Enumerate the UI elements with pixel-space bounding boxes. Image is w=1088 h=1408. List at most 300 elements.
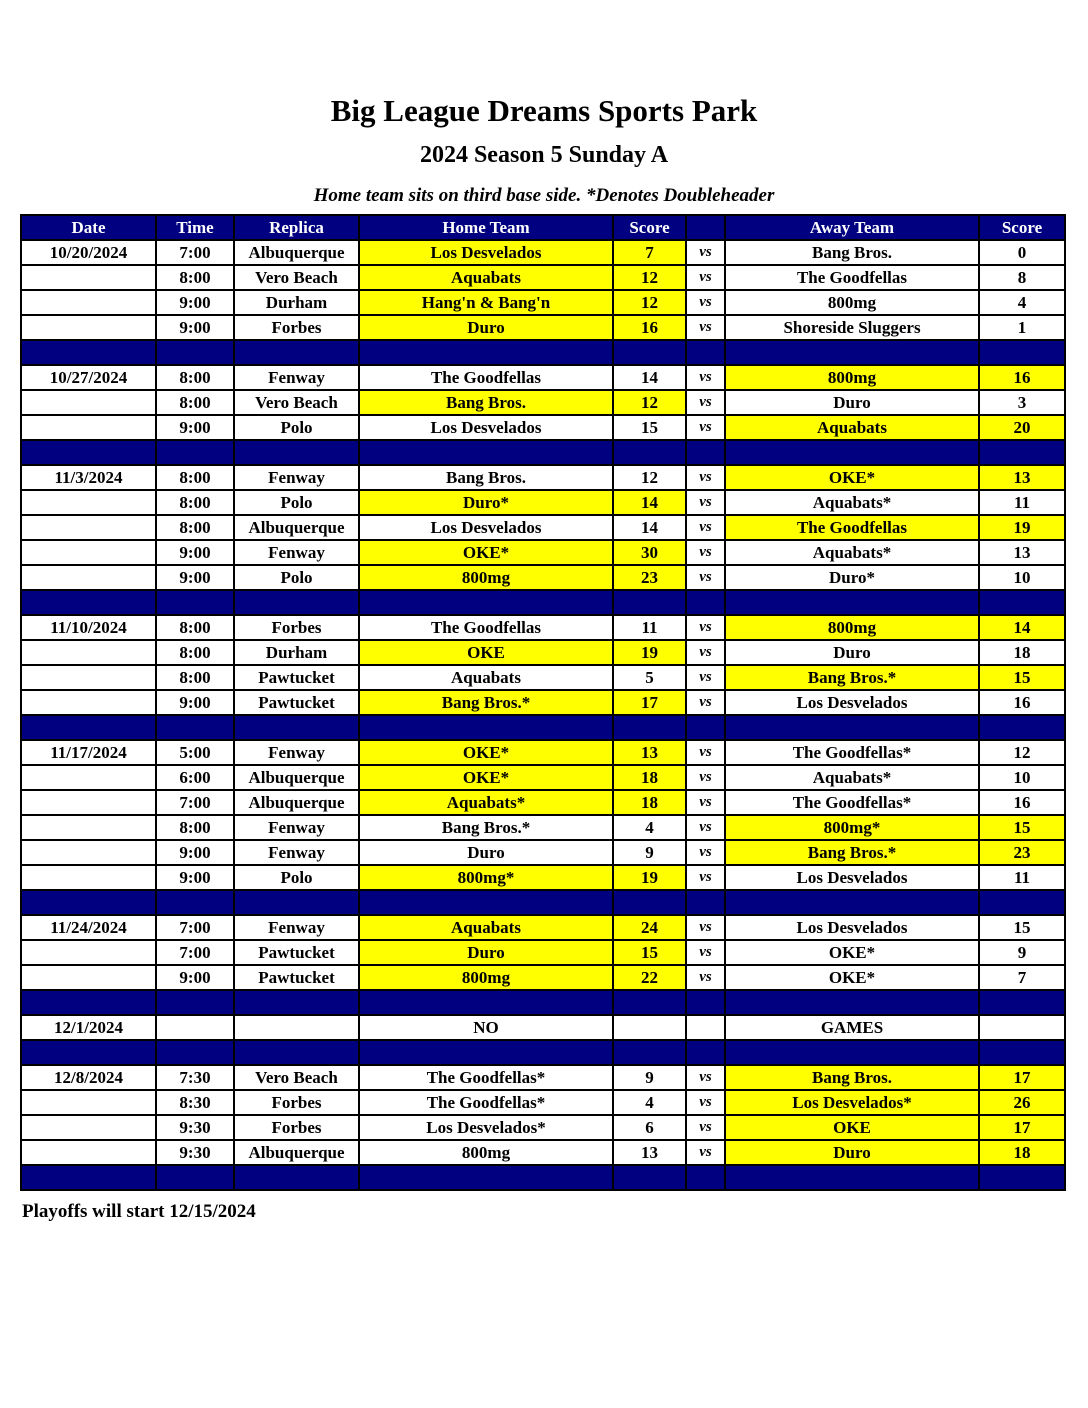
game-row (21, 940, 1065, 965)
game-row (21, 1065, 1065, 1090)
separator-cell (979, 340, 1065, 365)
cell-vs: vs (686, 565, 725, 590)
cell-home-team: Aquabats (359, 265, 613, 290)
cell-vs: vs (686, 1065, 725, 1090)
cell-away-score: 3 (979, 390, 1065, 415)
cell-home-score: 14 (613, 490, 686, 515)
separator-cell (725, 1165, 979, 1190)
cell-date (21, 515, 156, 540)
cell-date (21, 815, 156, 840)
cell-home-team: Los Desvelados (359, 415, 613, 440)
cell-away-score: 15 (979, 815, 1065, 840)
cell-replica: Vero Beach (234, 1065, 359, 1090)
cell-time (156, 1015, 234, 1040)
cell-vs: vs (686, 540, 725, 565)
cell-date (21, 265, 156, 290)
cell-replica: Polo (234, 490, 359, 515)
cell-away-score: 0 (979, 240, 1065, 265)
cell-away-score: 12 (979, 740, 1065, 765)
game-row (21, 815, 1065, 840)
cell-replica: Fenway (234, 815, 359, 840)
separator-cell (359, 590, 613, 615)
separator-row (21, 440, 1065, 465)
cell-vs: vs (686, 640, 725, 665)
game-row (21, 565, 1065, 590)
cell-away-score: 14 (979, 615, 1065, 640)
cell-away-team: Aquabats* (725, 765, 979, 790)
cell-vs: vs (686, 265, 725, 290)
cell-replica: Polo (234, 565, 359, 590)
cell-home-score: 7 (613, 240, 686, 265)
cell-away-score (979, 1015, 1065, 1040)
cell-time: 9:00 (156, 565, 234, 590)
separator-cell (725, 890, 979, 915)
cell-away-score: 17 (979, 1115, 1065, 1140)
game-row (21, 265, 1065, 290)
cell-replica: Albuquerque (234, 765, 359, 790)
cell-home-team: Hang'n & Bang'n (359, 290, 613, 315)
schedule-table-body (21, 240, 1065, 1190)
cell-vs: vs (686, 690, 725, 715)
cell-vs: vs (686, 1140, 725, 1165)
cell-home-team: OKE* (359, 765, 613, 790)
cell-vs: vs (686, 315, 725, 340)
legend-note: Home team sits on third base side. *Denotes Doubleheader (313, 185, 775, 206)
cell-away-team: Duro (725, 640, 979, 665)
cell-home-team: Bang Bros. (359, 465, 613, 490)
cell-home-team: Aquabats* (359, 790, 613, 815)
separator-cell (686, 590, 725, 615)
cell-away-team: 800mg (725, 615, 979, 640)
cell-time: 8:00 (156, 515, 234, 540)
separator-cell (613, 990, 686, 1015)
cell-date (21, 690, 156, 715)
cell-time: 8:00 (156, 465, 234, 490)
header-away-score: Score (979, 215, 1065, 240)
game-row (21, 1015, 1065, 1040)
cell-away-score: 7 (979, 965, 1065, 990)
cell-home-score: 15 (613, 940, 686, 965)
cell-away-score: 13 (979, 540, 1065, 565)
cell-away-score: 18 (979, 1140, 1065, 1165)
separator-cell (156, 990, 234, 1015)
cell-replica: Forbes (234, 1115, 359, 1140)
cell-home-score: 13 (613, 1140, 686, 1165)
cell-away-score: 16 (979, 365, 1065, 390)
cell-date: 10/27/2024 (21, 365, 156, 390)
cell-replica: Pawtucket (234, 965, 359, 990)
separator-row (21, 890, 1065, 915)
cell-date (21, 865, 156, 890)
cell-replica: Albuquerque (234, 1140, 359, 1165)
cell-home-team: Duro* (359, 490, 613, 515)
cell-away-team: GAMES (725, 1015, 979, 1040)
separator-cell (613, 590, 686, 615)
cell-home-score: 5 (613, 665, 686, 690)
separator-cell (686, 715, 725, 740)
game-row (21, 1090, 1065, 1115)
cell-time: 5:00 (156, 740, 234, 765)
cell-date: 11/10/2024 (21, 615, 156, 640)
cell-home-team: OKE (359, 640, 613, 665)
cell-away-score: 11 (979, 865, 1065, 890)
cell-time: 8:00 (156, 490, 234, 515)
cell-time: 7:00 (156, 240, 234, 265)
cell-time: 9:00 (156, 690, 234, 715)
separator-row (21, 340, 1065, 365)
cell-time: 9:00 (156, 840, 234, 865)
game-row (21, 865, 1065, 890)
cell-home-team: 800mg (359, 1140, 613, 1165)
cell-replica: Durham (234, 290, 359, 315)
cell-replica: Albuquerque (234, 790, 359, 815)
cell-away-team: Aquabats* (725, 540, 979, 565)
cell-away-team: The Goodfellas* (725, 740, 979, 765)
playoffs-note: Playoffs will start 12/15/2024 (22, 1201, 256, 1222)
game-row (21, 465, 1065, 490)
cell-away-team: The Goodfellas (725, 515, 979, 540)
separator-cell (613, 890, 686, 915)
cell-away-score: 26 (979, 1090, 1065, 1115)
cell-vs: vs (686, 915, 725, 940)
separator-cell (234, 590, 359, 615)
cell-away-score: 16 (979, 690, 1065, 715)
separator-cell (21, 890, 156, 915)
cell-vs: vs (686, 665, 725, 690)
cell-away-team: Los Desvelados* (725, 1090, 979, 1115)
separator-cell (725, 340, 979, 365)
cell-away-score: 19 (979, 515, 1065, 540)
cell-date: 12/1/2024 (21, 1015, 156, 1040)
cell-vs: vs (686, 815, 725, 840)
cell-date: 12/8/2024 (21, 1065, 156, 1090)
cell-away-team: Los Desvelados (725, 865, 979, 890)
game-row (21, 490, 1065, 515)
cell-time: 9:00 (156, 865, 234, 890)
cell-date (21, 415, 156, 440)
cell-home-team: OKE* (359, 740, 613, 765)
cell-time: 9:00 (156, 290, 234, 315)
cell-replica: Durham (234, 640, 359, 665)
cell-away-team: OKE* (725, 965, 979, 990)
cell-replica: Forbes (234, 1090, 359, 1115)
cell-time: 9:30 (156, 1115, 234, 1140)
separator-cell (725, 990, 979, 1015)
cell-replica: Fenway (234, 840, 359, 865)
cell-replica: Fenway (234, 915, 359, 940)
cell-away-team: Duro (725, 390, 979, 415)
separator-cell (613, 440, 686, 465)
cell-date (21, 940, 156, 965)
cell-away-score: 13 (979, 465, 1065, 490)
cell-home-team: 800mg (359, 565, 613, 590)
cell-replica (234, 1015, 359, 1040)
header-home-score: Score (613, 215, 686, 240)
cell-home-score: 12 (613, 390, 686, 415)
cell-home-score: 15 (613, 415, 686, 440)
cell-away-team: The Goodfellas (725, 265, 979, 290)
separator-cell (234, 990, 359, 1015)
cell-home-team: Bang Bros.* (359, 815, 613, 840)
cell-away-score: 8 (979, 265, 1065, 290)
cell-home-team: Aquabats (359, 665, 613, 690)
game-row (21, 915, 1065, 940)
cell-date: 10/20/2024 (21, 240, 156, 265)
cell-vs: vs (686, 240, 725, 265)
cell-away-score: 15 (979, 915, 1065, 940)
separator-cell (686, 440, 725, 465)
cell-replica: Fenway (234, 540, 359, 565)
cell-away-score: 15 (979, 665, 1065, 690)
cell-replica: Albuquerque (234, 515, 359, 540)
separator-row (21, 990, 1065, 1015)
cell-away-team: Shoreside Sluggers (725, 315, 979, 340)
cell-home-score: 16 (613, 315, 686, 340)
game-row (21, 615, 1065, 640)
cell-home-score: 14 (613, 515, 686, 540)
cell-date (21, 840, 156, 865)
separator-cell (979, 715, 1065, 740)
cell-time: 8:00 (156, 365, 234, 390)
schedule-table (20, 214, 1066, 1191)
cell-replica: Fenway (234, 740, 359, 765)
game-row (21, 640, 1065, 665)
separator-cell (613, 340, 686, 365)
cell-home-score: 19 (613, 865, 686, 890)
cell-home-score: 17 (613, 690, 686, 715)
separator-cell (979, 1040, 1065, 1065)
cell-date (21, 790, 156, 815)
cell-away-team: 800mg (725, 365, 979, 390)
separator-cell (686, 990, 725, 1015)
cell-away-team: Los Desvelados (725, 690, 979, 715)
header-replica: Replica (234, 215, 359, 240)
cell-home-team: Los Desvelados* (359, 1115, 613, 1140)
cell-home-score: 24 (613, 915, 686, 940)
separator-cell (234, 890, 359, 915)
cell-vs: vs (686, 1115, 725, 1140)
cell-time: 7:00 (156, 940, 234, 965)
cell-replica: Pawtucket (234, 940, 359, 965)
cell-home-score: 6 (613, 1115, 686, 1140)
game-row (21, 390, 1065, 415)
header-away-team: Away Team (725, 215, 979, 240)
separator-row (21, 1165, 1065, 1190)
cell-away-team: Bang Bros. (725, 240, 979, 265)
cell-away-team: Duro (725, 1140, 979, 1165)
separator-row (21, 1040, 1065, 1065)
cell-away-score: 4 (979, 290, 1065, 315)
separator-cell (725, 1040, 979, 1065)
cell-home-score: 9 (613, 840, 686, 865)
separator-cell (979, 890, 1065, 915)
cell-date: 11/3/2024 (21, 465, 156, 490)
separator-cell (725, 440, 979, 465)
cell-home-score: 12 (613, 290, 686, 315)
game-row (21, 1115, 1065, 1140)
header-date: Date (21, 215, 156, 240)
cell-vs: vs (686, 465, 725, 490)
cell-home-team: Duro (359, 840, 613, 865)
cell-away-score: 11 (979, 490, 1065, 515)
cell-away-team: OKE* (725, 940, 979, 965)
cell-away-score: 1 (979, 315, 1065, 340)
separator-cell (979, 990, 1065, 1015)
separator-cell (21, 340, 156, 365)
cell-time: 8:00 (156, 640, 234, 665)
cell-vs: vs (686, 515, 725, 540)
cell-time: 7:00 (156, 790, 234, 815)
cell-date (21, 640, 156, 665)
game-row (21, 690, 1065, 715)
cell-home-score: 13 (613, 740, 686, 765)
cell-vs: vs (686, 865, 725, 890)
cell-date (21, 290, 156, 315)
cell-time: 8:00 (156, 615, 234, 640)
cell-replica: Forbes (234, 615, 359, 640)
cell-time: 8:00 (156, 390, 234, 415)
cell-away-team: Bang Bros.* (725, 665, 979, 690)
separator-cell (21, 1165, 156, 1190)
cell-away-team: 800mg* (725, 815, 979, 840)
cell-home-score: 11 (613, 615, 686, 640)
cell-home-team: Aquabats (359, 915, 613, 940)
cell-date: 11/24/2024 (21, 915, 156, 940)
cell-away-team: 800mg (725, 290, 979, 315)
cell-date (21, 565, 156, 590)
cell-vs: vs (686, 615, 725, 640)
cell-time: 9:00 (156, 415, 234, 440)
cell-away-score: 18 (979, 640, 1065, 665)
cell-vs: vs (686, 940, 725, 965)
game-row (21, 740, 1065, 765)
cell-time: 9:30 (156, 1140, 234, 1165)
cell-replica: Pawtucket (234, 665, 359, 690)
separator-cell (156, 340, 234, 365)
cell-vs: vs (686, 390, 725, 415)
cell-time: 8:00 (156, 815, 234, 840)
separator-cell (725, 715, 979, 740)
separator-cell (613, 715, 686, 740)
separator-cell (686, 890, 725, 915)
cell-home-team: Duro (359, 315, 613, 340)
cell-time: 9:00 (156, 315, 234, 340)
cell-vs: vs (686, 415, 725, 440)
cell-replica: Polo (234, 415, 359, 440)
cell-time: 8:00 (156, 265, 234, 290)
cell-time: 7:00 (156, 915, 234, 940)
separator-cell (725, 590, 979, 615)
game-row (21, 315, 1065, 340)
separator-cell (979, 590, 1065, 615)
separator-cell (686, 1165, 725, 1190)
header-vs-spacer (686, 215, 725, 240)
cell-date (21, 490, 156, 515)
separator-row (21, 715, 1065, 740)
cell-away-team: OKE* (725, 465, 979, 490)
cell-home-score: 9 (613, 1065, 686, 1090)
cell-home-team: The Goodfellas* (359, 1065, 613, 1090)
separator-cell (21, 590, 156, 615)
cell-time: 9:00 (156, 965, 234, 990)
cell-replica: Forbes (234, 315, 359, 340)
game-row (21, 965, 1065, 990)
cell-date (21, 1090, 156, 1115)
cell-date (21, 665, 156, 690)
separator-cell (156, 1165, 234, 1190)
separator-cell (156, 890, 234, 915)
cell-away-score: 16 (979, 790, 1065, 815)
header-time: Time (156, 215, 234, 240)
cell-away-team: Los Desvelados (725, 915, 979, 940)
separator-cell (156, 715, 234, 740)
cell-time: 8:00 (156, 665, 234, 690)
cell-away-team: OKE (725, 1115, 979, 1140)
cell-date (21, 540, 156, 565)
cell-vs: vs (686, 740, 725, 765)
cell-home-team: Bang Bros. (359, 390, 613, 415)
cell-home-score: 12 (613, 465, 686, 490)
cell-vs: vs (686, 790, 725, 815)
separator-cell (686, 340, 725, 365)
game-row (21, 240, 1065, 265)
separator-cell (613, 1040, 686, 1065)
cell-time: 8:30 (156, 1090, 234, 1115)
cell-home-score: 18 (613, 765, 686, 790)
cell-home-team: Los Desvelados (359, 515, 613, 540)
separator-cell (234, 1165, 359, 1190)
separator-cell (613, 1165, 686, 1190)
cell-time: 9:00 (156, 540, 234, 565)
cell-away-score: 9 (979, 940, 1065, 965)
cell-home-score: 23 (613, 565, 686, 590)
cell-date: 11/17/2024 (21, 740, 156, 765)
cell-away-score: 10 (979, 565, 1065, 590)
cell-away-team: The Goodfellas* (725, 790, 979, 815)
separator-cell (359, 1040, 613, 1065)
cell-vs: vs (686, 840, 725, 865)
cell-home-team: Bang Bros.* (359, 690, 613, 715)
cell-away-team: Duro* (725, 565, 979, 590)
cell-away-team: Aquabats* (725, 490, 979, 515)
cell-vs: vs (686, 290, 725, 315)
cell-vs: vs (686, 965, 725, 990)
cell-away-score: 17 (979, 1065, 1065, 1090)
separator-cell (21, 1040, 156, 1065)
cell-time: 6:00 (156, 765, 234, 790)
cell-replica: Vero Beach (234, 265, 359, 290)
separator-cell (21, 440, 156, 465)
cell-vs (686, 1015, 725, 1040)
game-row (21, 665, 1065, 690)
cell-away-score: 23 (979, 840, 1065, 865)
cell-away-team: Aquabats (725, 415, 979, 440)
cell-home-score: 18 (613, 790, 686, 815)
cell-home-team: The Goodfellas (359, 365, 613, 390)
cell-home-team: The Goodfellas* (359, 1090, 613, 1115)
cell-date (21, 315, 156, 340)
cell-replica: Albuquerque (234, 240, 359, 265)
game-row (21, 540, 1065, 565)
separator-cell (156, 440, 234, 465)
cell-home-team: Duro (359, 940, 613, 965)
cell-home-team: 800mg (359, 965, 613, 990)
separator-cell (234, 340, 359, 365)
separator-cell (234, 715, 359, 740)
separator-cell (686, 1040, 725, 1065)
cell-vs: vs (686, 365, 725, 390)
header-home-team: Home Team (359, 215, 613, 240)
